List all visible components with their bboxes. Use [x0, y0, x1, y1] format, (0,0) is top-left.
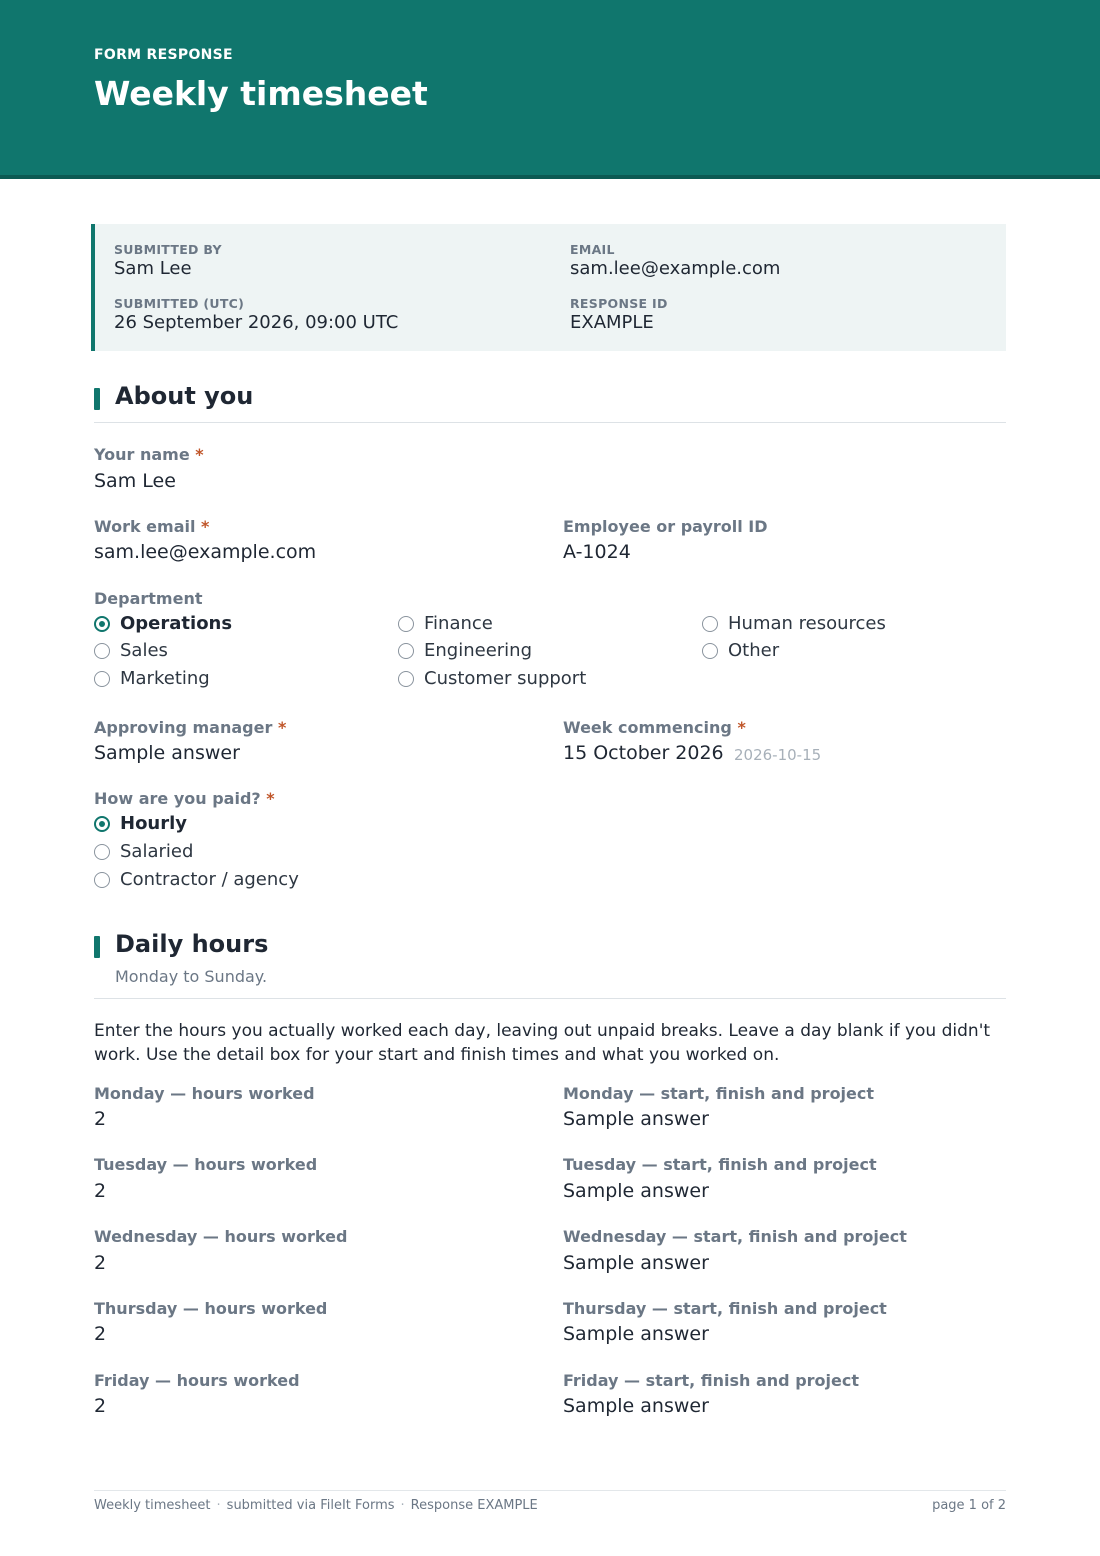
- field-value-thursday-detail: Sample answer: [563, 1323, 709, 1345]
- radio-empty-icon: [94, 872, 110, 888]
- field-value-friday-hours: 2: [94, 1395, 107, 1417]
- radio-empty-icon: [94, 844, 110, 860]
- footer-form-name: Weekly timesheet: [94, 1498, 211, 1513]
- field-value-week-iso: 2026-10-15: [734, 746, 822, 764]
- radio-empty-icon: [94, 643, 110, 659]
- field-value-manager: Sample answer: [94, 742, 240, 764]
- field-value-employee-id: A-1024: [563, 541, 631, 563]
- field-value-wednesday-hours: 2: [94, 1252, 107, 1274]
- field-label-thursday-detail: Thursday — start, finish and project: [563, 1299, 887, 1318]
- department-option-operations: Operations: [94, 613, 232, 634]
- paid-option-salaried: Salaried: [94, 841, 193, 862]
- daily-instructions: Enter the hours you actually worked each day, leaving out unpaid breaks. Leave a day blank if you didn't work. Use the detail box for your start and finish times and what you worked on.: [94, 1021, 991, 1065]
- footer-separator: ·: [400, 1498, 405, 1513]
- field-label-week: Week commencing *: [563, 718, 746, 737]
- footer-divider: [94, 1490, 1006, 1491]
- footer-response: Response EXAMPLE: [410, 1498, 538, 1513]
- email-value: sam.lee@example.com: [570, 258, 781, 279]
- field-value-thursday-hours: 2: [94, 1323, 107, 1345]
- field-label-tuesday-hours: Tuesday — hours worked: [94, 1155, 318, 1174]
- submission-meta-panel: [91, 224, 1006, 351]
- required-marker: *: [277, 718, 287, 737]
- field-value-tuesday-detail: Sample answer: [563, 1180, 709, 1202]
- page-title: Weekly timesheet: [94, 74, 428, 113]
- radio-empty-icon: [398, 643, 414, 659]
- section-divider: [94, 422, 1006, 423]
- form-header: [0, 0, 1100, 179]
- field-label-wednesday-hours: Wednesday — hours worked: [94, 1227, 348, 1246]
- radio-selected-icon: [94, 816, 110, 832]
- required-marker: *: [737, 718, 746, 737]
- field-label-thursday-hours: Thursday — hours worked: [94, 1299, 328, 1318]
- department-option-human-resources: Human resources: [702, 613, 886, 634]
- field-value-work-email: sam.lee@example.com: [94, 541, 317, 563]
- section-divider: [94, 998, 1006, 999]
- field-label-manager: Approving manager *: [94, 718, 287, 737]
- field-label-wednesday-detail: Wednesday — start, finish and project: [563, 1227, 907, 1246]
- radio-selected-icon: [94, 616, 110, 632]
- field-label-friday-detail: Friday — start, finish and project: [563, 1371, 859, 1390]
- department-option-finance: Finance: [398, 613, 493, 634]
- section-accent-bar: [94, 388, 100, 410]
- field-label-monday-detail: Monday — start, finish and project: [563, 1084, 875, 1103]
- radio-empty-icon: [702, 643, 718, 659]
- field-label-tuesday-detail: Tuesday — start, finish and project: [563, 1155, 877, 1174]
- radio-empty-icon: [94, 671, 110, 687]
- field-label-work-email: Work email *: [94, 517, 210, 536]
- radio-empty-icon: [702, 616, 718, 632]
- paid-option-contractor: Contractor / agency: [94, 869, 299, 890]
- field-value-friday-detail: Sample answer: [563, 1395, 709, 1417]
- required-marker: *: [201, 517, 210, 536]
- page-number: page 1 of 2: [932, 1498, 1006, 1513]
- section-accent-bar: [94, 936, 100, 958]
- department-option-sales: Sales: [94, 640, 168, 661]
- field-value-tuesday-hours: 2: [94, 1180, 107, 1202]
- field-label-monday-hours: Monday — hours worked: [94, 1084, 315, 1103]
- section-subtitle-daily: Monday to Sunday.: [115, 967, 268, 986]
- footer-via: submitted via FileIt Forms: [226, 1498, 395, 1513]
- field-label-friday-hours: Friday — hours worked: [94, 1371, 300, 1390]
- field-label-name: Your name *: [94, 445, 204, 464]
- response-id-value: EXAMPLE: [570, 312, 654, 333]
- submitted-utc-label: SUBMITTED (UTC): [114, 296, 245, 311]
- field-value-week: 15 October 2026: [563, 742, 724, 764]
- submitted-by-label: SUBMITTED BY: [114, 242, 222, 257]
- footer-separator: ·: [216, 1498, 221, 1513]
- field-label-employee-id: Employee or payroll ID: [563, 517, 768, 536]
- email-label: EMAIL: [570, 242, 615, 257]
- required-marker: *: [266, 789, 275, 808]
- submitted-by-value: Sam Lee: [114, 258, 192, 279]
- radio-empty-icon: [398, 616, 414, 632]
- section-title-daily: Daily hours: [115, 930, 269, 958]
- field-value-monday-detail: Sample answer: [563, 1108, 709, 1130]
- required-marker: *: [195, 445, 204, 464]
- department-option-marketing: Marketing: [94, 668, 210, 689]
- header-kicker: FORM RESPONSE: [94, 47, 233, 63]
- submitted-utc-value: 26 September 2026, 09:00 UTC: [114, 312, 399, 333]
- response-id-label: RESPONSE ID: [570, 296, 668, 311]
- paid-option-hourly: Hourly: [94, 813, 187, 834]
- radio-empty-icon: [398, 671, 414, 687]
- field-value-name: Sam Lee: [94, 470, 176, 492]
- department-option-other: Other: [702, 640, 779, 661]
- field-value-monday-hours: 2: [94, 1108, 107, 1130]
- footer-info: [94, 1498, 538, 1513]
- department-option-engineering: Engineering: [398, 640, 532, 661]
- field-label-department: Department: [94, 589, 203, 608]
- section-title-about: About you: [115, 382, 254, 410]
- department-option-customer-support: Customer support: [398, 668, 586, 689]
- field-value-wednesday-detail: Sample answer: [563, 1252, 709, 1274]
- field-label-paid: How are you paid? *: [94, 789, 275, 808]
